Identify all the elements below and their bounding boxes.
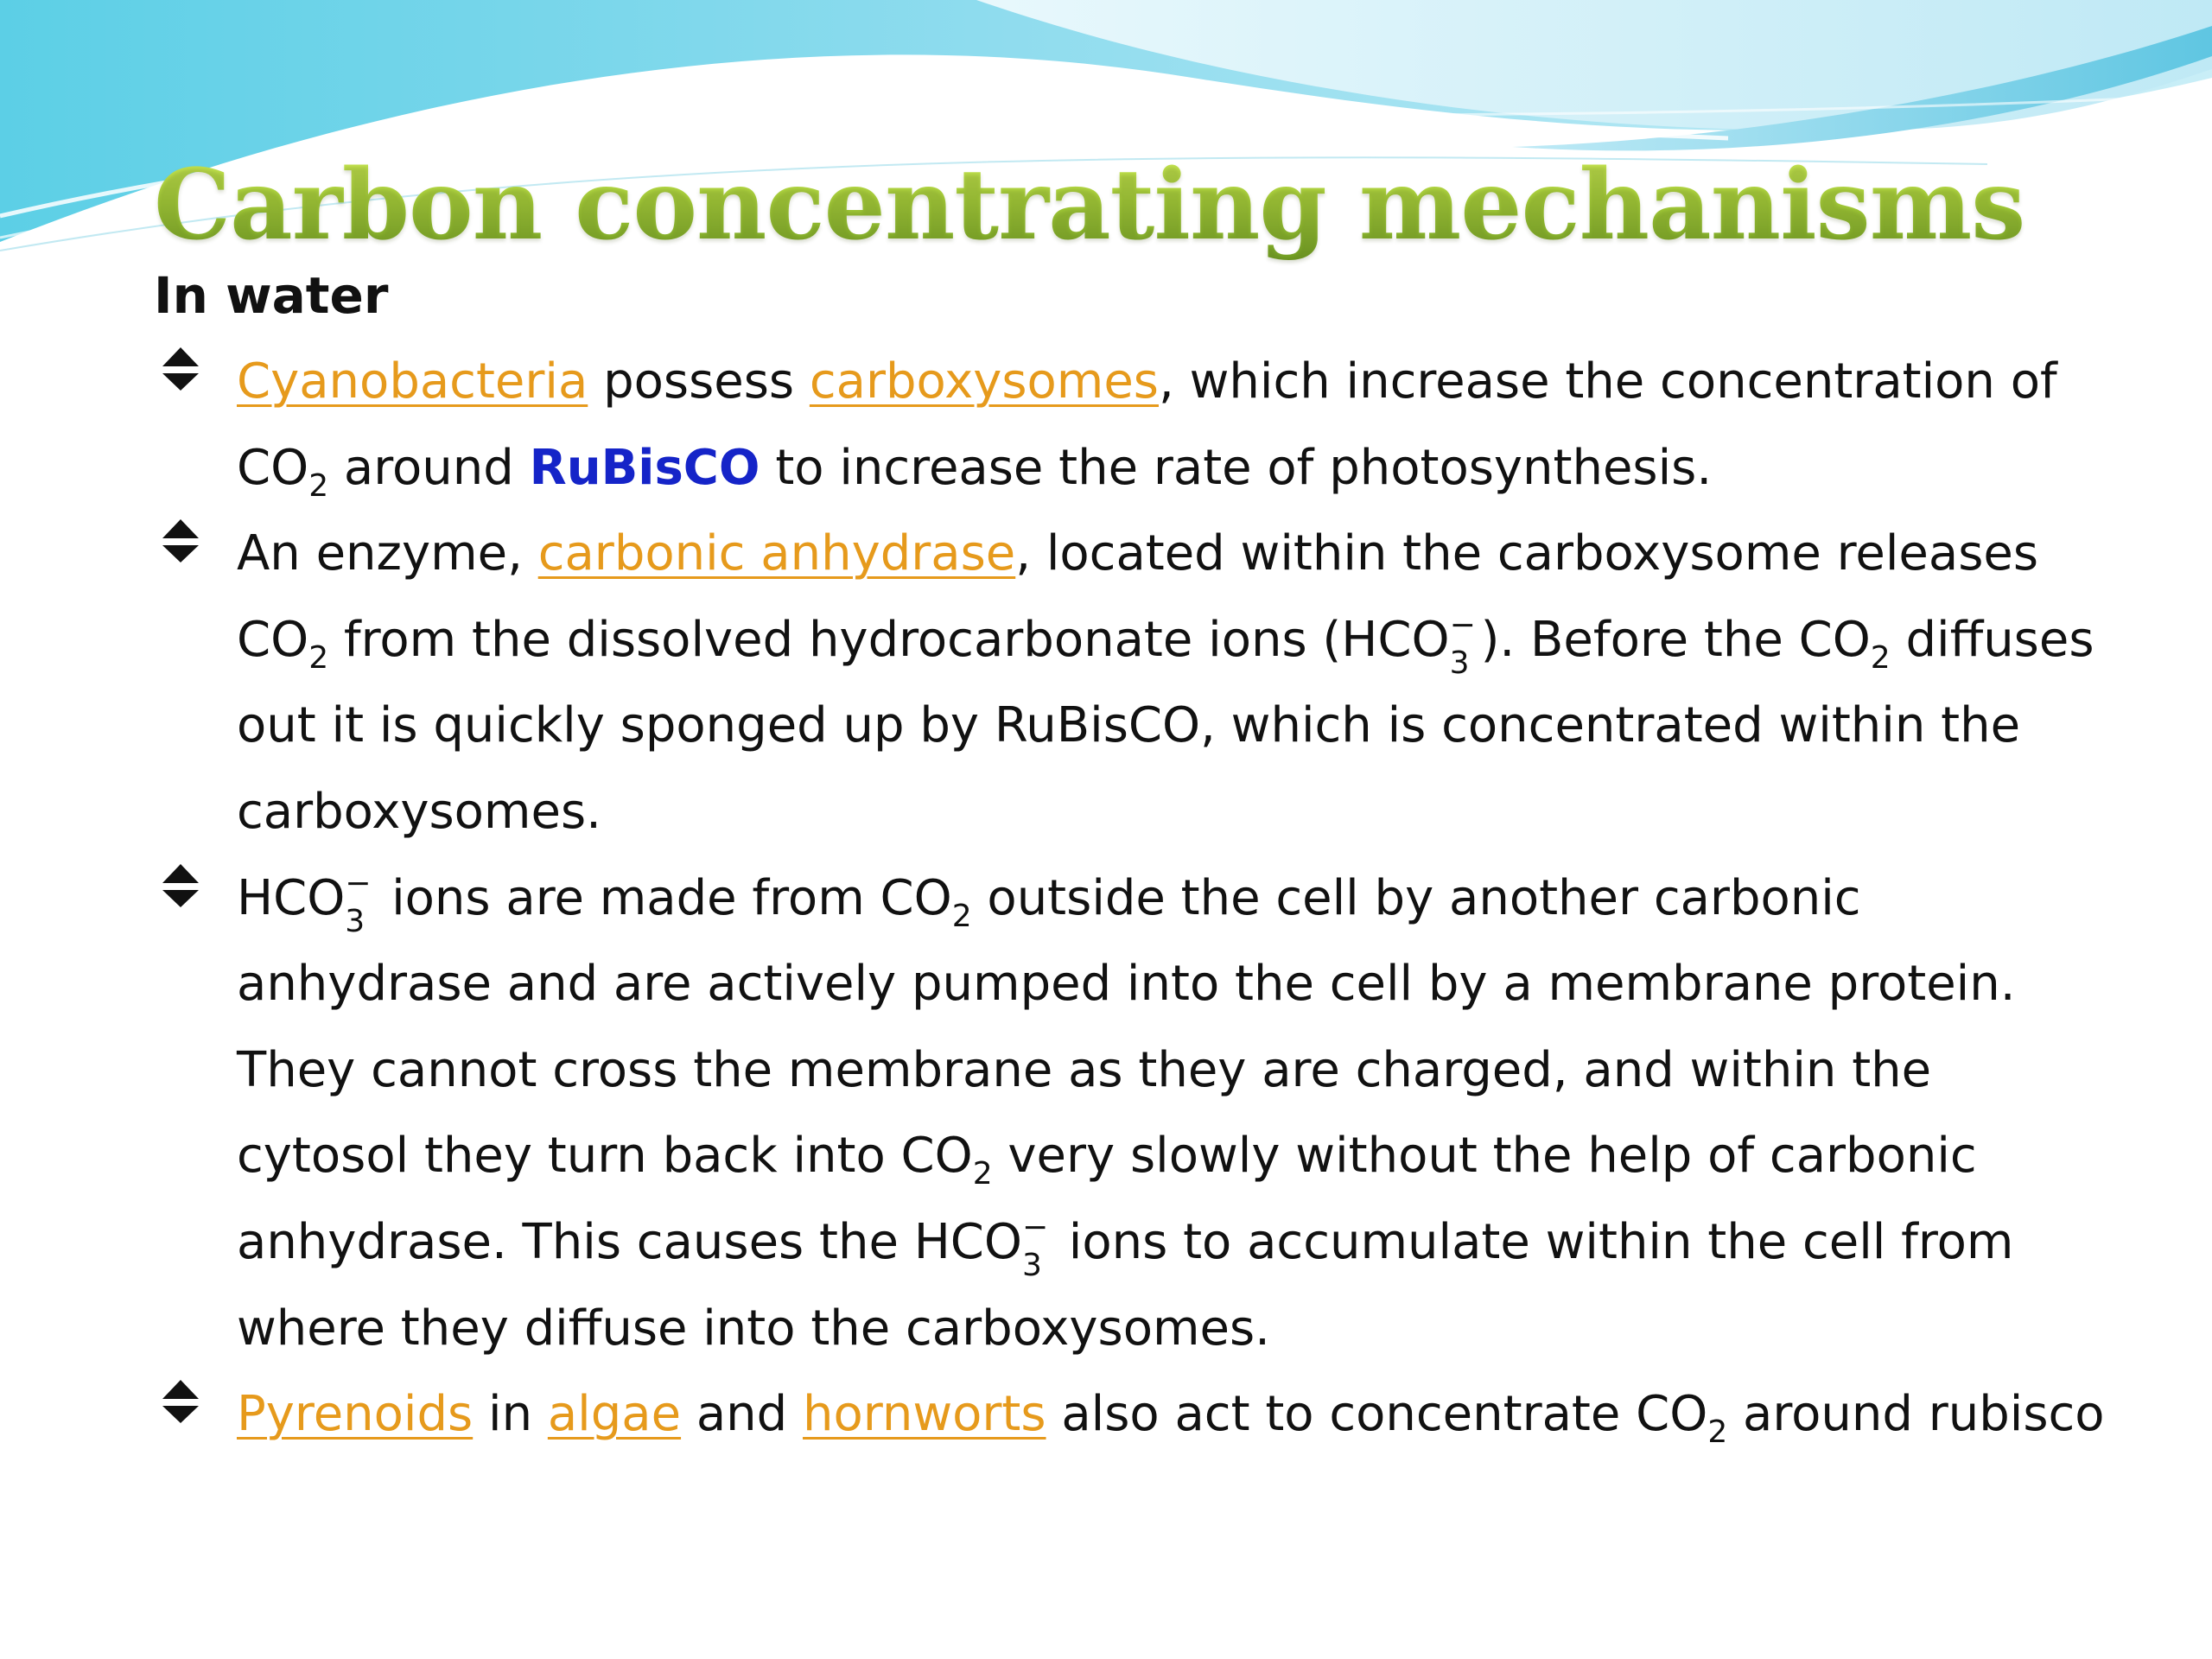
updown-arrow-bullet-icon: [161, 1378, 200, 1425]
subscript-superscript: [345, 865, 376, 939]
link-carbonic-anhydrase[interactable]: carbonic anhydrase: [537, 525, 1016, 582]
subscript: 3: [1449, 645, 1470, 681]
subscript: 2: [951, 898, 972, 934]
subscript: 2: [1707, 1414, 1728, 1451]
bullet-text: from the dissolved hydrocarbonate ions (HCO: [328, 611, 1450, 668]
bullet-text: very slowly without the help of carbonic anhydrase. This causes the HCO: [237, 1128, 1977, 1270]
subscript: 2: [308, 467, 329, 504]
bullet-item-cyanobacteria: [154, 339, 2107, 511]
link-cyanobacteria[interactable]: Cyanobacteria: [237, 353, 588, 410]
bullet-item-hco3-ions: [154, 855, 2107, 1372]
section-subtitle: In water: [154, 266, 389, 325]
link-carboxysomes[interactable]: carboxysomes: [809, 353, 1159, 410]
bullet-text: around rubisco: [1727, 1386, 2105, 1443]
updown-arrow-bullet-icon: [161, 346, 200, 392]
updown-arrow-bullet-icon: [161, 518, 200, 564]
bullet-text: diffuses out it is quickly sponged up by RuBisCO, which is concentrated within the carboxysomes.: [237, 611, 2094, 840]
bullet-text: around: [328, 439, 530, 496]
bullet-text: possess: [588, 353, 810, 410]
subscript: 2: [1870, 639, 1891, 676]
bullet-text: outside the cell by another carbonic anhydrase and are actively pumped into the cell by a membrane protein. They cannot cross the membrane as they are charged, and within the cytosol they turn back into CO: [237, 869, 2016, 1185]
subscript: 2: [972, 1156, 993, 1192]
bullet-text: in: [473, 1386, 548, 1443]
subscript-superscript: [1022, 1209, 1053, 1283]
bullet-text: An enzyme,: [237, 525, 538, 582]
subscript: 3: [1022, 1247, 1042, 1283]
bullet-text: , which increase the concentration of CO: [237, 353, 2057, 496]
bullet-list: [154, 339, 2107, 1458]
bullet-text: to increase the rate of photosynthesis.: [760, 439, 1713, 496]
bullet-text: ). Before the CO: [1480, 611, 1871, 668]
bullet-text: ions are made from CO: [376, 869, 952, 926]
link-algae[interactable]: algae: [547, 1386, 682, 1443]
superscript: −: [345, 865, 372, 901]
bullet-text: ions to accumulate within the cell from where they diffuse into the carboxysomes.: [237, 1213, 2014, 1357]
bullet-text: HCO: [237, 869, 346, 926]
subscript: 3: [345, 903, 365, 939]
superscript: −: [1022, 1209, 1049, 1245]
link-pyrenoids[interactable]: Pyrenoids: [237, 1386, 474, 1443]
bullet-item-carbonic-anhydrase: [154, 511, 2107, 855]
bullet-item-pyrenoids: [154, 1371, 2107, 1458]
link-hornworts[interactable]: hornworts: [803, 1386, 1046, 1443]
rubisco-highlight: RuBisCO: [529, 439, 760, 496]
slide-title: Carbon concentrating mechanisms: [154, 145, 2024, 266]
bullet-text: , located within the carboxysome releases CO: [237, 525, 2038, 668]
subscript: 2: [308, 639, 329, 676]
superscript: −: [1449, 607, 1476, 643]
subscript-superscript: [1449, 607, 1481, 681]
bullet-text: also act to concentrate CO: [1046, 1386, 1708, 1443]
updown-arrow-bullet-icon: [161, 862, 200, 909]
bullet-text: and: [681, 1386, 804, 1443]
